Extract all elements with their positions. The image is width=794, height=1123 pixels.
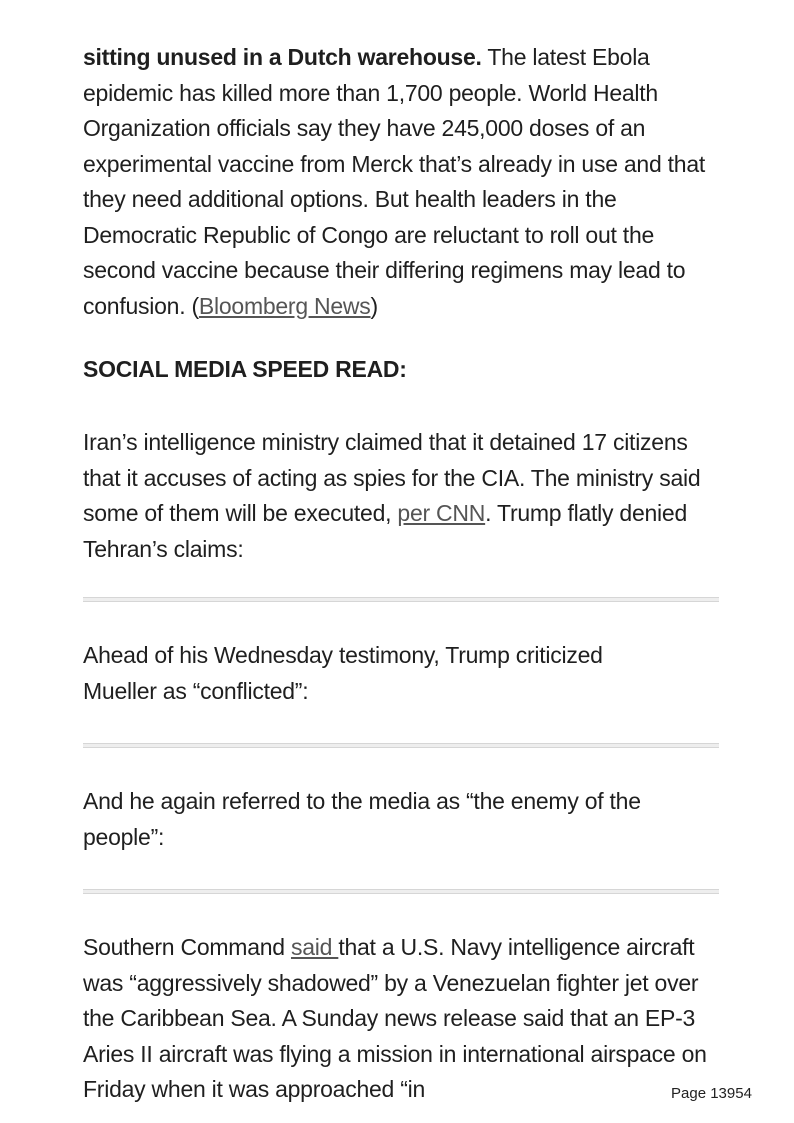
divider xyxy=(83,743,719,748)
paragraph-iran: Iran’s intelligence ministry claimed that it detained 17 citizens that it accuses of acting as spies for the CIA. The ministry said some of them will be executed, per CNN. Trump flatly denied Tehran’s claims: xyxy=(83,429,701,562)
page-number: Page 13954 xyxy=(671,1085,752,1102)
bloomberg-link[interactable]: Bloomberg News xyxy=(198,292,371,319)
paragraph-venezuela-wrap xyxy=(83,930,723,1102)
section-heading: SOCIAL MEDIA SPEED READ: xyxy=(83,356,407,382)
bold-lead: sitting unused in a Dutch warehouse. xyxy=(83,44,482,70)
paragraph-mueller: Ahead of his Wednesday testimony, Trump criticized Mueller as “conflicted”: xyxy=(83,642,603,704)
paragraph-ebola: sitting unused in a Dutch warehouse. The latest Ebola epidemic has killed more than 1,700 people. World Health Organization officials say they have 245,000 doses of an experimental vaccine from Merck that’s already in use and that they need additional options. But health leaders in the Democratic Republic of Congo are reluctant to roll out the second vaccine because their differing regimens may lead to confusion. (Bloomberg News) xyxy=(83,44,705,319)
paragraph-venezuela: Southern Command said that a U.S. Navy intelligence aircraft was “aggressively shadowed” by a Venezuelan fighter jet over the Caribbean Sea. A Sunday news release said that an EP-3 Aries II aircraft was flying a mission in international airspace on Friday when it was approached “in xyxy=(83,934,707,1102)
said-link[interactable]: said xyxy=(290,934,339,960)
article-body xyxy=(83,40,723,1102)
divider xyxy=(83,597,719,602)
paragraph-media: And he again referred to the media as “the enemy of the people”: xyxy=(83,788,641,850)
per-cnn-link[interactable]: per CNN xyxy=(397,500,486,526)
divider xyxy=(83,889,719,894)
